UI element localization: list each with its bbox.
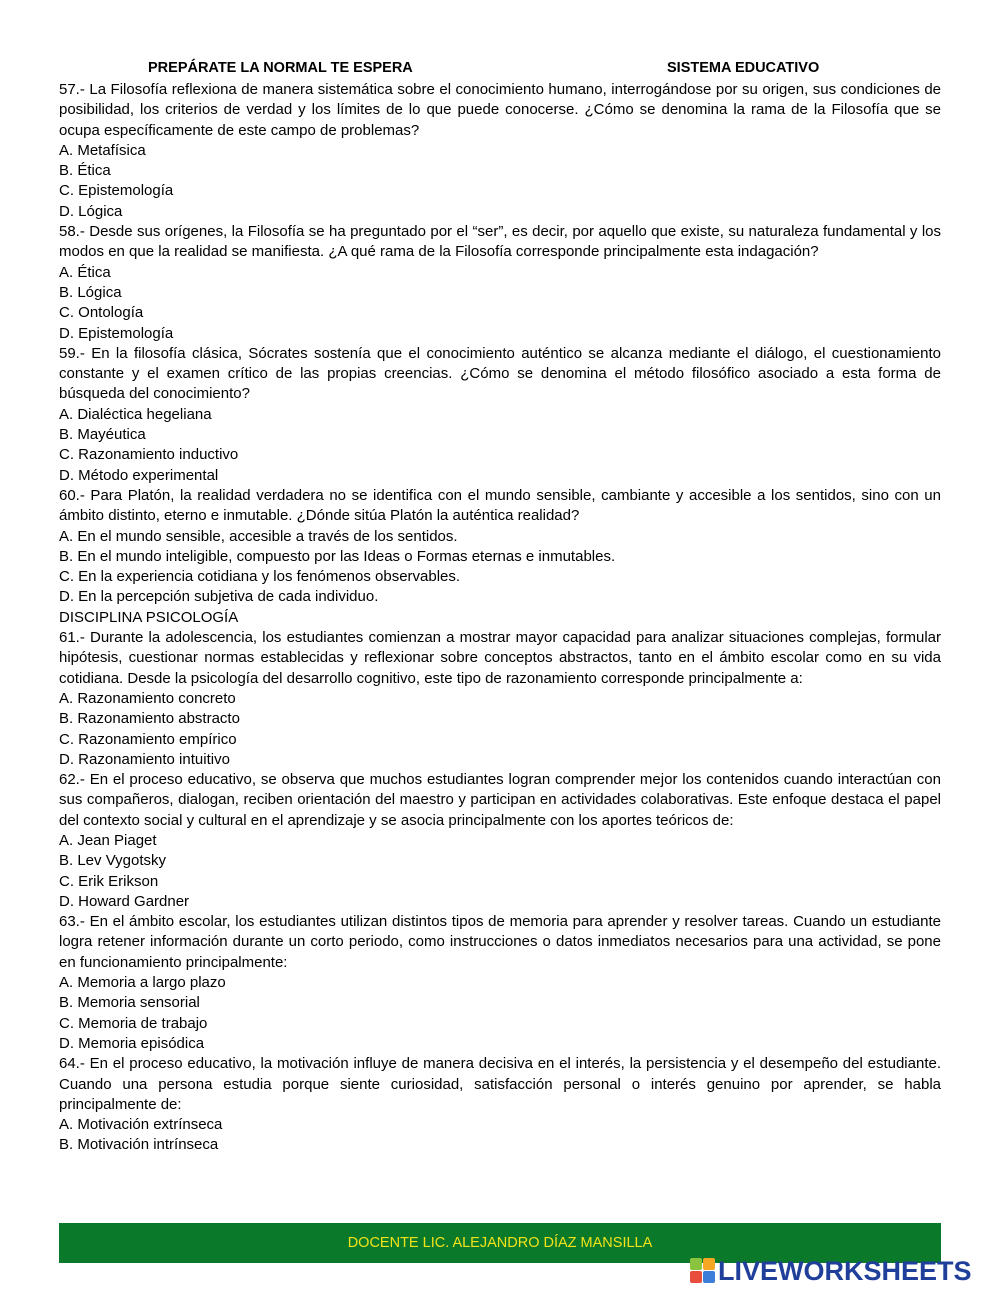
answer-option[interactable]: B. En el mundo inteligible, compuesto por las Ideas o Formas eternas e inmutables. bbox=[59, 547, 616, 565]
footer-teacher-name: DOCENTE LIC. ALEJANDRO DÍAZ MANSILLA bbox=[347, 1235, 653, 1251]
question-block bbox=[59, 770, 941, 912]
answer-option[interactable]: B. Mayéutica bbox=[59, 426, 146, 444]
answer-option[interactable]: B. Motivación intrínseca bbox=[59, 1136, 219, 1154]
answer-option[interactable]: D. Razonamiento intuitivo bbox=[59, 750, 230, 768]
answer-option[interactable]: A. Metafísica bbox=[59, 141, 146, 159]
answer-option[interactable]: C. Razonamiento empírico bbox=[59, 730, 237, 748]
answer-option[interactable]: A. Motivación extrínseca bbox=[59, 1116, 223, 1134]
psychology-questions bbox=[59, 628, 941, 1156]
answer-option[interactable]: C. Epistemología bbox=[59, 182, 174, 200]
answer-option[interactable]: C. Razonamiento inductivo bbox=[59, 446, 239, 464]
question-block bbox=[59, 222, 941, 344]
answer-option[interactable]: D. Epistemología bbox=[59, 324, 174, 342]
liveworksheets-mark-icon bbox=[690, 1258, 716, 1284]
answer-option[interactable]: C. Ontología bbox=[59, 304, 144, 322]
answer-option[interactable]: A. Memoria a largo plazo bbox=[59, 974, 226, 992]
liveworksheets-logo[interactable] bbox=[690, 1256, 990, 1286]
header-left-title: PREPÁRATE LA NORMAL TE ESPERA bbox=[148, 60, 413, 76]
answer-option[interactable]: B. Lev Vygotsky bbox=[59, 852, 166, 870]
answer-option[interactable]: C. En la experiencia cotidiana y los fenómenos observables. bbox=[59, 568, 461, 586]
answer-option[interactable]: B. Ética bbox=[59, 162, 111, 180]
question-text: 63.- En el ámbito escolar, los estudiantes utilizan distintos tipos de memoria para aprender y resolver tareas. Cuando un estudiante logra retener información durante un corto periodo, como instrucciones o datos inmediatos necesarios para una actividad, se pone en funcionamiento principalmente: bbox=[59, 913, 941, 971]
section-title: DISCIPLINA PSICOLOGÍA bbox=[59, 608, 239, 626]
answer-option[interactable]: D. Howard Gardner bbox=[59, 892, 190, 910]
question-text: 57.- La Filosofía reflexiona de manera sistemática sobre el conocimiento humano, interrogándose por su origen, sus condiciones de posibilidad, los criterios de verdad y los límites de lo que puede conocerse. ¿Cómo se denomina la rama de la Filosofía que se ocupa específicamente de este campo de problemas? bbox=[59, 81, 941, 139]
answer-option[interactable]: A. Razonamiento concreto bbox=[59, 689, 236, 707]
page-header bbox=[0, 60, 1000, 80]
question-text: 59.- En la filosofía clásica, Sócrates sostenía que el conocimiento auténtico se alcanza mediante el diálogo, el cuestionamiento constante y el examen crítico de las propias creencias. ¿Cómo se denomina el método filosófico asociado a esta forma de búsqueda del conocimiento? bbox=[59, 344, 941, 403]
question-block bbox=[59, 1054, 941, 1155]
liveworksheets-wordmark: LIVEWORKSHEETS bbox=[718, 1256, 972, 1286]
philosophy-questions bbox=[59, 80, 941, 608]
question-block bbox=[59, 628, 941, 770]
answer-option[interactable]: D. Memoria episódica bbox=[59, 1034, 205, 1052]
answer-option[interactable]: D. Lógica bbox=[59, 202, 123, 220]
question-text: 60.- Para Platón, la realidad verdadera no se identifica con el mundo sensible, cambiante y accesible a los sentidos, sino con un ámbito distinto, eterno e inmutable. ¿Dónde sitúa Platón la auténtica realidad? bbox=[59, 486, 941, 525]
question-block bbox=[59, 80, 941, 222]
question-text: 64.- En el proceso educativo, la motivación influye de manera decisiva en el interés, la persistencia y el desempeño del estudiante. Cuando una persona estudia porque siente curiosidad, satisfacción personal o interés genuino por aprender, se habla principalmente de: bbox=[59, 1055, 941, 1113]
answer-option[interactable]: A. En el mundo sensible, accesible a través de los sentidos. bbox=[59, 527, 458, 545]
answer-option[interactable]: B. Lógica bbox=[59, 283, 122, 301]
answer-option[interactable]: C. Memoria de trabajo bbox=[59, 1014, 208, 1032]
question-list bbox=[59, 80, 941, 1156]
answer-option[interactable]: B. Memoria sensorial bbox=[59, 994, 200, 1012]
question-block bbox=[59, 486, 941, 608]
question-block bbox=[59, 912, 941, 1054]
answer-option[interactable]: C. Erik Erikson bbox=[59, 872, 159, 890]
header-right-title: SISTEMA EDUCATIVO bbox=[667, 60, 820, 76]
answer-option[interactable]: A. Jean Piaget bbox=[59, 831, 157, 849]
question-text: 61.- Durante la adolescencia, los estudiantes comienzan a mostrar mayor capacidad para analizar situaciones complejas, formular hipótesis, cuestionar normas establecidas y reflexionar sobre conceptos abstractos, tanto en el ámbito escolar como en su vida cotidiana. Desde la psicología del desarrollo cognitivo, este tipo de razonamiento corresponde principalmente a: bbox=[59, 629, 941, 687]
question-block bbox=[59, 344, 941, 486]
answer-option[interactable]: A. Dialéctica hegeliana bbox=[59, 405, 212, 423]
answer-option[interactable]: A. Ética bbox=[59, 263, 111, 281]
answer-option[interactable]: D. Método experimental bbox=[59, 466, 219, 484]
question-text: 58.- Desde sus orígenes, la Filosofía se ha preguntado por el “ser”, es decir, por aquello que existe, su naturaleza fundamental y los modos en que la realidad se manifiesta. ¿A qué rama de la Filosofía corresponde principalmente esta indagación? bbox=[59, 223, 941, 261]
question-text: 62.- En el proceso educativo, se observa que muchos estudiantes logran comprender mejor los contenidos cuando interactúan con sus compañeros, dialogan, reciben orientación del maestro y participan en actividades colaborativas. Este enfoque destaca el papel del contexto social y cultural en el aprendizaje y se asocia principalmente con los aportes teóricos de: bbox=[59, 771, 941, 829]
answer-option[interactable]: D. En la percepción subjetiva de cada individuo. bbox=[59, 588, 379, 606]
answer-option[interactable]: B. Razonamiento abstracto bbox=[59, 710, 240, 728]
